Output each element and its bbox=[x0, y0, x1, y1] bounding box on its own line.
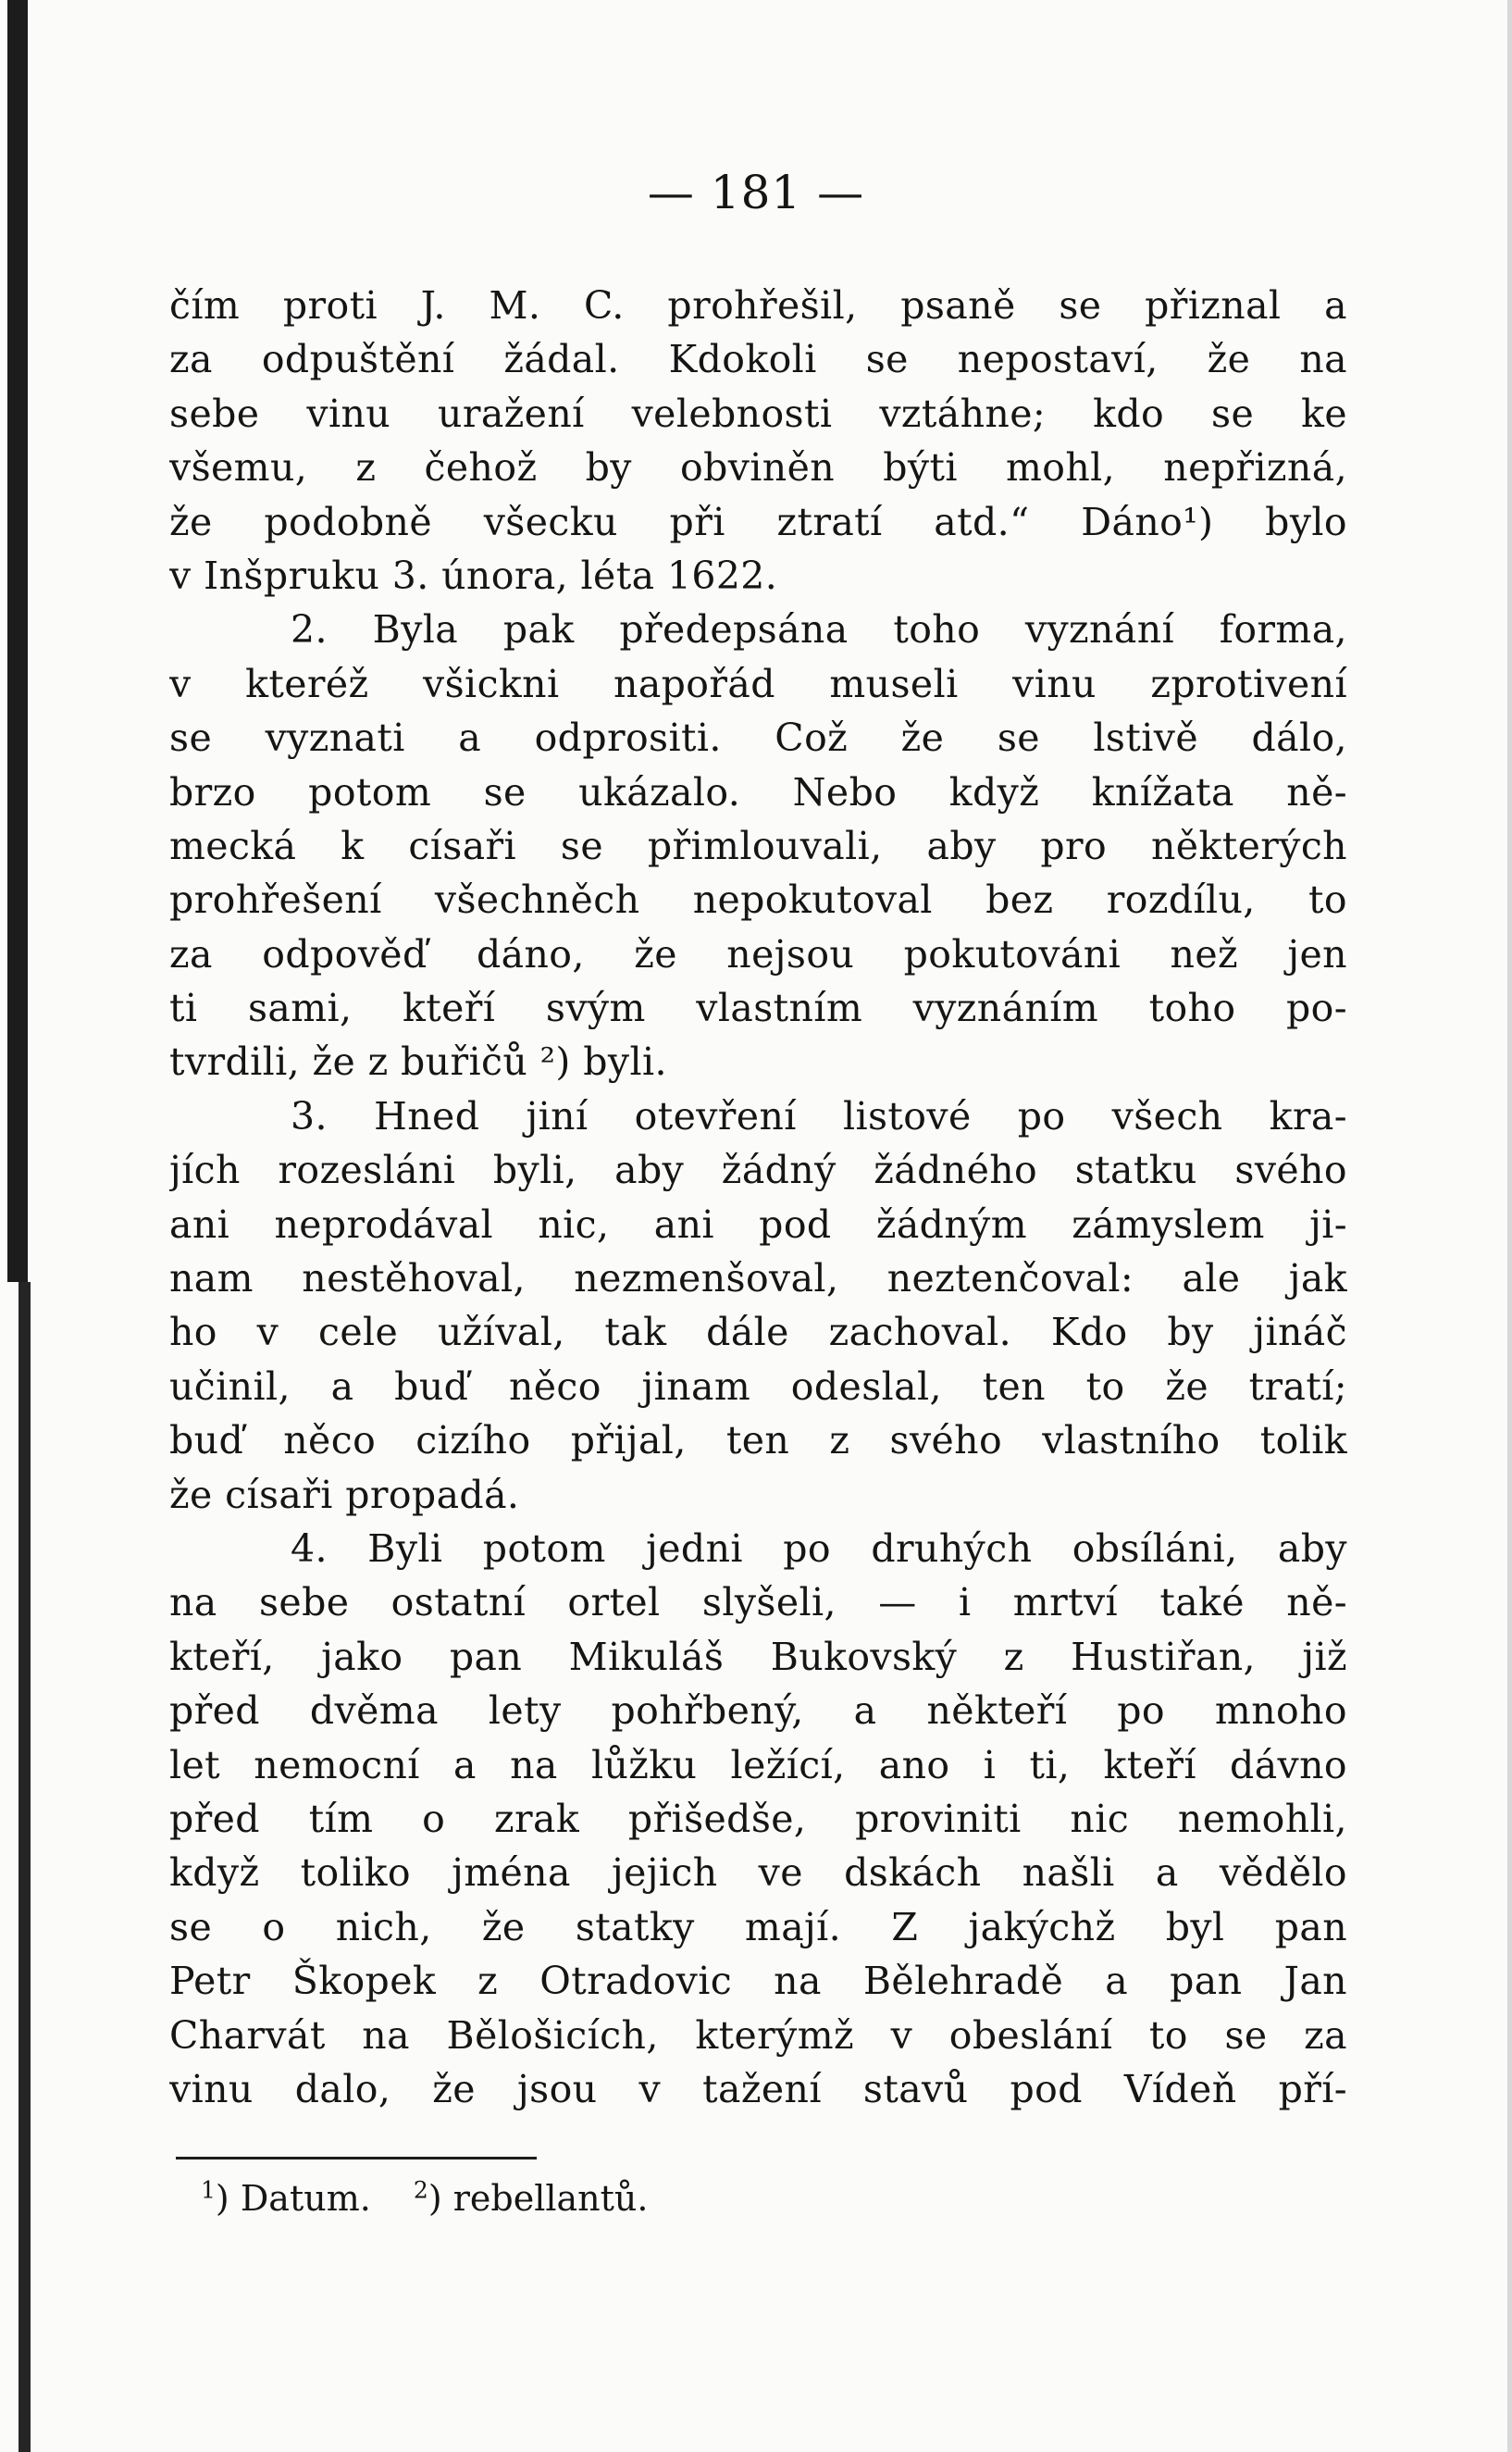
footnote-2 bbox=[414, 2178, 649, 2219]
footnote-1 bbox=[201, 2178, 382, 2219]
text-line: sebe vinu uražení velebnosti vztáhne; kdo se ke bbox=[169, 391, 1347, 436]
footnote-text: rebellantů. bbox=[452, 2178, 649, 2219]
page-binding-shadow bbox=[19, 1282, 31, 2452]
page-right-edge bbox=[1507, 0, 1512, 2452]
text-line: ani neprodával nic, ani pod žádným zámyslem ji- bbox=[169, 1201, 1347, 1247]
text-line: tvrdili, že z buřičů ²) byli. bbox=[169, 1039, 667, 1085]
text-line: se o nich, že statky mají. Z jakýchž byl pan bbox=[169, 1904, 1347, 1949]
footnote-marker: 2 bbox=[413, 2176, 428, 2204]
text-line: kteří, jako pan Mikuláš Bukovský z Hustiřan, již bbox=[169, 1634, 1347, 1679]
text-line: nam nestěhoval, nezmenšoval, neztenčoval: ale jak bbox=[169, 1256, 1347, 1301]
text-line: před tím o zrak přišedše, proviniti nic nemohli, bbox=[169, 1796, 1347, 1841]
footnote-close-paren: ) bbox=[215, 2178, 229, 2219]
paragraph-3-first-line: 3. Hned jiní otevření listové po všech kra- bbox=[291, 1093, 1347, 1139]
footnotes bbox=[201, 2172, 849, 2224]
paragraph-2-first-line: 2. Byla pak předepsána toho vyznání forma, bbox=[291, 607, 1347, 653]
text-line: buď něco cizího přijal, ten z svého vlastního tolik bbox=[169, 1418, 1347, 1463]
text-line: před dvěma lety pohřbený, a někteří po mnoho bbox=[169, 1688, 1347, 1734]
text-line: za odpověď dáno, že nejsou pokutováni než jen bbox=[169, 931, 1347, 977]
text-line: let nemocní a na lůžku ležící, ano i ti, kteří dávno bbox=[169, 1742, 1347, 1787]
body-text bbox=[169, 279, 1347, 2116]
footnote-divider bbox=[176, 2157, 537, 2160]
text-line: všemu, z čehož by obviněn býti mohl, nepřizná, bbox=[169, 445, 1347, 491]
text-line: čím proti J. M. C. prohřešil, psaně se přiznal a bbox=[169, 283, 1347, 328]
text-line: za odpuštění žádal. Kdokoli se nepostaví, že na bbox=[169, 337, 1347, 382]
text-line: ti sami, kteří svým vlastním vyznáním toho po- bbox=[169, 986, 1347, 1031]
text-line: učinil, a buď něco jinam odeslal, ten to že tratí; bbox=[169, 1363, 1347, 1409]
text-line: vinu dalo, že jsou v tažení stavů pod Vídeň pří- bbox=[169, 2066, 1347, 2111]
text-line: Petr Škopek z Otradovic na Bělehradě a pan Jan bbox=[169, 1959, 1347, 2004]
text-line: brzo potom se ukázalo. Nebo když knížata ně- bbox=[169, 769, 1347, 815]
text-line: jích rozesláni byli, aby žádný žádného statku svého bbox=[169, 1148, 1347, 1193]
text-line: mecká k císaři se přimlouvali, aby pro některých bbox=[169, 823, 1347, 868]
text-line: že podobně všecku při ztratí atd.“ Dáno¹) bylo bbox=[169, 499, 1347, 544]
text-line: v Inšpruku 3. února, léta 1622. bbox=[169, 553, 778, 598]
footnote-close-paren: ) bbox=[428, 2178, 442, 2219]
text-line: ho v cele užíval, tak dále zachoval. Kdo by jináč bbox=[169, 1310, 1347, 1355]
footnote-marker: 1 bbox=[201, 2176, 216, 2204]
text-line: se vyznati a odprositi. Což že se lstivě dálo, bbox=[169, 716, 1347, 761]
text-line: v kteréž všickni napořád museli vinu zprotivení bbox=[169, 661, 1347, 706]
page-number-header: — 181 — bbox=[647, 166, 865, 219]
text-line: Charvát na Bělošicích, kterýmž v obeslání to se za bbox=[169, 2012, 1347, 2058]
text-line: když toliko jména jejich ve dskách našli a vědělo bbox=[169, 1850, 1347, 1896]
text-line: že císaři propadá. bbox=[169, 1472, 520, 1517]
text-line: prohřešení všechněch nepokutoval bez rozdílu, to bbox=[169, 877, 1347, 923]
text-line: na sebe ostatní ortel slyšeli, — i mrtví také ně- bbox=[169, 1580, 1347, 1625]
paragraph-4-first-line: 4. Byli potom jedni po druhých obsíláni, aby bbox=[291, 1525, 1347, 1571]
footnote-text: Datum. bbox=[240, 2178, 371, 2219]
